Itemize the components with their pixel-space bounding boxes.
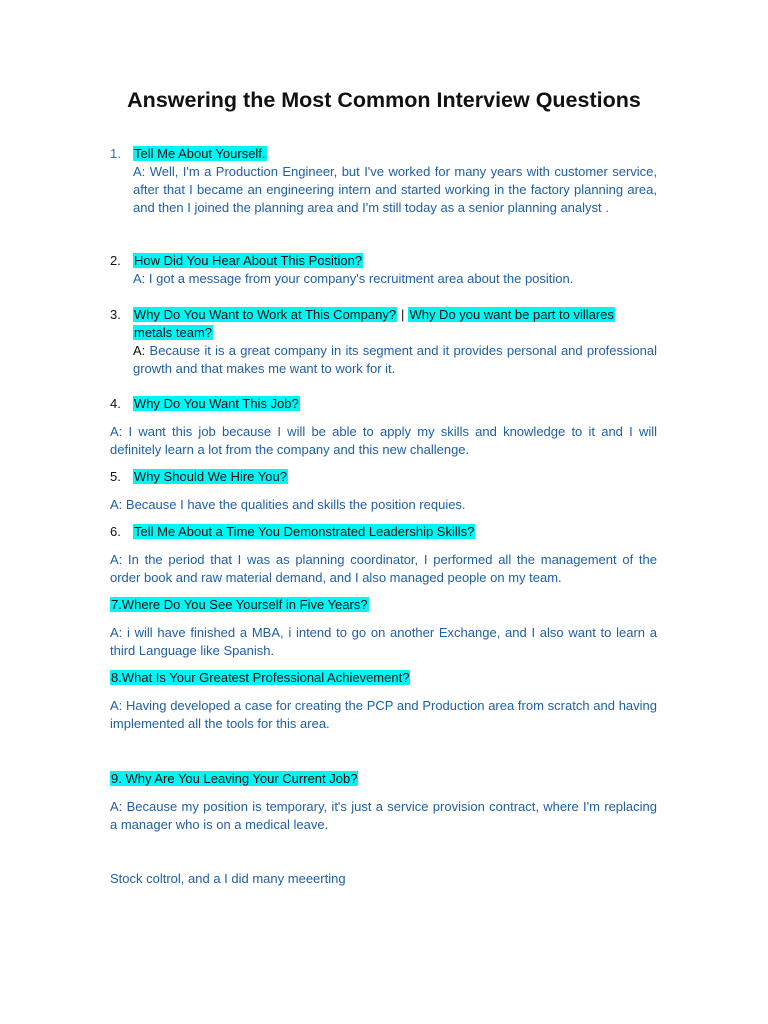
- question-3-number: 3.: [110, 307, 121, 322]
- question-3-text-alt-cont: metals team?: [134, 325, 213, 340]
- question-9-text: 9. Why Are You Leaving Your Current Job?: [111, 771, 358, 786]
- question-5-text: Why Should We Hire You?: [134, 469, 287, 484]
- answer-9: A: Because my position is temporary, it's just a service provision contract, where I'm replacing a manager who is on a medical leave.: [110, 799, 657, 832]
- answer-8: A: Having developed a case for creating the PCP and Production area from scratch and having implemented all the tools for this area.: [110, 698, 657, 731]
- answer-1: A: Well, I'm a Production Engineer, but I've worked for many years with customer service, after that I became an engineering intern and started working in the factory planning area, and then I joined the planning area and I'm still today as a senior planning analyst .: [133, 164, 657, 215]
- question-3-separator: |: [401, 307, 405, 322]
- question-2-text: How Did You Hear About This Position?: [134, 253, 363, 268]
- answer-4: A: I want this job because I will be able to apply my skills and knowledge to it and I will definitely learn a lot from the company and this new challenge.: [110, 424, 657, 457]
- question-3-text: Why Do You Want to Work at This Company?: [134, 307, 397, 322]
- question-9: [110, 770, 358, 788]
- question-6-number: 6.: [110, 524, 121, 539]
- question-3-continued: [133, 324, 213, 342]
- answer-3: [133, 342, 657, 378]
- answer-5: A: Because I have the qualities and skills the position requies.: [110, 497, 466, 512]
- question-4-number: 4.: [110, 396, 121, 411]
- question-1-text: Tell Me About Yourself.: [134, 146, 266, 161]
- answer-2: A: I got a message from your company's recruitment area about the position.: [133, 271, 574, 286]
- question-6: [110, 523, 475, 541]
- question-8-text: 8.What Is Your Greatest Professional Achievement?: [111, 670, 410, 685]
- question-7-text: 7.Where Do You See Yourself in Five Years?: [111, 597, 368, 612]
- question-1: [110, 145, 267, 163]
- question-6-text: Tell Me About a Time You Demonstrated Leadership Skills?: [134, 524, 475, 539]
- question-7: [110, 596, 369, 614]
- question-4-text: Why Do You Want This Job?: [134, 396, 299, 411]
- question-3: [110, 306, 615, 324]
- page-title: Answering the Most Common Interview Questions: [127, 88, 641, 112]
- question-8: [110, 669, 410, 687]
- question-3-text-alt: Why Do you want be part to villares: [409, 307, 614, 322]
- answer-3-text: Because it is a great company in its segment and it provides personal and professional growth and that makes me want to work for it.: [133, 343, 657, 376]
- question-5-number: 5.: [110, 469, 121, 484]
- question-1-number: 1.: [110, 146, 121, 161]
- answer-7: A: i will have finished a MBA, i intend to go on another Exchange, and I also want to learn a third Language like Spanish.: [110, 625, 657, 658]
- answer-6: A: In the period that I was as planning coordinator, I performed all the management of the order book and raw material demand, and I also managed people on my team.: [110, 552, 657, 585]
- footer-note: Stock coltrol, and a I did many meeerting: [110, 871, 346, 886]
- question-4: [110, 395, 300, 413]
- question-5: [110, 468, 288, 486]
- question-2: [110, 252, 363, 270]
- answer-3-label: A:: [133, 343, 146, 358]
- question-2-number: 2.: [110, 253, 121, 268]
